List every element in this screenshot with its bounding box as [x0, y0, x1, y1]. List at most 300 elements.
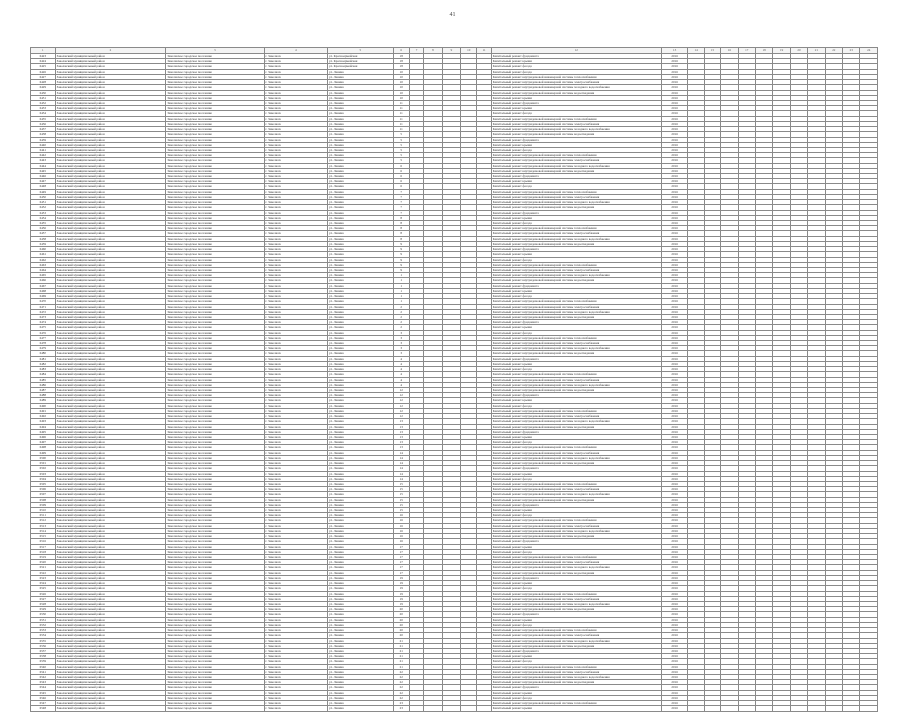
table-cell: Капитальный ремонт крыши: [491, 690, 661, 695]
table-cell: Заволжский муниципальный район: [55, 257, 166, 262]
table-cell: ул. Ленина: [327, 184, 393, 189]
table-cell: 2016: [661, 664, 688, 669]
table-cell: 2016: [661, 476, 688, 481]
table-cell: 2016: [661, 85, 688, 90]
table-cell: 2016: [661, 440, 688, 445]
table-cell: г. Заволжск: [264, 393, 327, 398]
table-cell: Заволжское городское поселение: [166, 168, 264, 173]
table-cell: ул. Ленина: [327, 638, 393, 643]
table-cell: Заволжское городское поселение: [166, 403, 264, 408]
table-cell: ул. Ленина: [327, 330, 393, 335]
table-cell: 20: [393, 607, 409, 612]
table-cell: г. Заволжск: [264, 184, 327, 189]
table-cell: Заволжский муниципальный район: [55, 85, 166, 90]
table-cell: [721, 706, 738, 711]
table-cell: Заволжское городское поселение: [166, 492, 264, 497]
column-header: 7: [409, 48, 423, 54]
table-cell: Капитальный ремонт внутридомовой инженерной системы теплоснабжения: [491, 116, 661, 121]
table-cell: 16: [393, 534, 409, 539]
table-cell: 2016: [661, 419, 688, 424]
table-cell: [755, 706, 772, 711]
table-cell: ул. Ленина: [327, 476, 393, 481]
table-cell: ул. Ленина: [327, 278, 393, 283]
table-cell: Капитальный ремонт фундамента: [491, 54, 661, 59]
table-cell: Заволжское городское поселение: [166, 288, 264, 293]
table-cell: ул. Ленина: [327, 549, 393, 554]
table-cell: 6513: [31, 523, 56, 528]
table-cell: Капитальный ремонт внутридомовой инженерной системы холодного водоснабжения: [491, 638, 661, 643]
table-cell: 2016: [661, 241, 688, 246]
table-cell: [442, 706, 460, 711]
table-cell: 6519: [31, 555, 56, 560]
table-cell: 6474: [31, 320, 56, 325]
table-cell: 11: [393, 106, 409, 111]
table-cell: Заволжский муниципальный район: [55, 528, 166, 533]
table-cell: 2016: [661, 95, 688, 100]
table-cell: ул. Ленина: [327, 121, 393, 126]
table-cell: 6464: [31, 267, 56, 272]
table-cell: г. Заволжск: [264, 518, 327, 523]
table-cell: 14: [393, 461, 409, 466]
table-cell: Заволжское городское поселение: [166, 221, 264, 226]
table-cell: Заволжский муниципальный район: [55, 106, 166, 111]
table-cell: Заволжский муниципальный район: [55, 288, 166, 293]
table-cell: г. Заволжск: [264, 127, 327, 132]
table-cell: ул. Ленина: [327, 341, 393, 346]
table-cell: 6445: [31, 168, 56, 173]
table-cell: Капитальный ремонт фундамента: [491, 539, 661, 544]
table-cell: ул. Ленина: [327, 106, 393, 111]
table-cell: 9: [393, 262, 409, 267]
table-cell: 23: [393, 706, 409, 711]
table-cell: г. Заволжск: [264, 440, 327, 445]
table-cell: 2016: [661, 231, 688, 236]
table-cell: Заволжский муниципальный район: [55, 581, 166, 586]
column-header: 18: [755, 48, 772, 54]
table-cell: 10: [393, 80, 409, 85]
table-cell: Заволжское городское поселение: [166, 648, 264, 653]
table-cell: г. Заволжск: [264, 403, 327, 408]
table-cell: г. Заволжск: [264, 90, 327, 95]
table-cell: Капитальный ремонт внутридомовой инженерной системы электроснабжения: [491, 377, 661, 382]
table-cell: Заволжский муниципальный район: [55, 419, 166, 424]
table-cell: Заволжское городское поселение: [166, 565, 264, 570]
table-cell: Заволжский муниципальный район: [55, 262, 166, 267]
table-cell: Заволжское городское поселение: [166, 487, 264, 492]
table-cell: [773, 706, 790, 711]
table-cell: 8: [393, 221, 409, 226]
table-cell: Заволжский муниципальный район: [55, 200, 166, 205]
table-cell: 6478: [31, 341, 56, 346]
table-cell: Капитальный ремонт внутридомовой инженерной системы водоотведения: [491, 351, 661, 356]
table-cell: 2016: [661, 341, 688, 346]
table-cell: ул. Ленина: [327, 158, 393, 163]
table-cell: 8: [393, 215, 409, 220]
table-cell: ул. Ленина: [327, 205, 393, 210]
table-cell: 6485: [31, 377, 56, 382]
table-cell: 2016: [661, 534, 688, 539]
table-cell: ул. Ленина: [327, 95, 393, 100]
table-cell: Капитальный ремонт внутридомовой инженерной системы теплоснабжения: [491, 153, 661, 158]
table-cell: ул. Ленина: [327, 288, 393, 293]
table-cell: г. Заволжск: [264, 69, 327, 74]
table-cell: Капитальный ремонт внутридомовой инженерной системы электроснабжения: [491, 80, 661, 85]
table-cell: Капитальный ремонт внутридомовой инженерной системы теплоснабжения: [491, 226, 661, 231]
table-cell: ул. Ленина: [327, 236, 393, 241]
table-cell: 3: [393, 341, 409, 346]
table-cell: г. Заволжск: [264, 466, 327, 471]
table-cell: 6448: [31, 184, 56, 189]
table-cell: Заволжский муниципальный район: [55, 701, 166, 706]
table-cell: 6491: [31, 408, 56, 413]
table-cell: Заволжский муниципальный район: [55, 320, 166, 325]
table-cell: 15: [393, 487, 409, 492]
table-cell: 17: [393, 544, 409, 549]
table-cell: Капитальный ремонт внутридомовой инженерной системы холодного водоснабжения: [491, 346, 661, 351]
table-cell: Капитальный ремонт фундамента: [491, 502, 661, 507]
table-cell: 6459: [31, 241, 56, 246]
table-cell: Капитальный ремонт внутридомовой инженерной системы холодного водоснабжения: [491, 528, 661, 533]
table-cell: ул. Ленина: [327, 142, 393, 147]
table-cell: [409, 706, 423, 711]
table-cell: 2016: [661, 179, 688, 184]
table-cell: 6477: [31, 335, 56, 340]
table-cell: г. Заволжск: [264, 288, 327, 293]
table-cell: Капитальный ремонт фасада: [491, 69, 661, 74]
table-cell: г. Заволжск: [264, 320, 327, 325]
table-cell: 2016: [661, 654, 688, 659]
table-cell: Заволжское городское поселение: [166, 534, 264, 539]
table-cell: г. Заволжск: [264, 194, 327, 199]
table-cell: Заволжское городское поселение: [166, 116, 264, 121]
table-cell: ул. Ленина: [327, 565, 393, 570]
table-cell: Заволжское городское поселение: [166, 153, 264, 158]
table-cell: ул. Ленина: [327, 633, 393, 638]
table-cell: Заволжский муниципальный район: [55, 184, 166, 189]
table-cell: ул. Красноармейская: [327, 59, 393, 64]
table-cell: 7: [393, 189, 409, 194]
table-cell: ул. Ленина: [327, 680, 393, 685]
table-cell: Капитальный ремонт фасада: [491, 586, 661, 591]
table-cell: ул. Ленина: [327, 215, 393, 220]
table-cell: Заволжский муниципальный район: [55, 121, 166, 126]
table-cell: 21: [393, 654, 409, 659]
table-cell: Заволжское городское поселение: [166, 471, 264, 476]
table-cell: 11: [393, 116, 409, 121]
table-cell: 2016: [661, 361, 688, 366]
table-cell: 6540: [31, 664, 56, 669]
table-cell: Заволжское городское поселение: [166, 80, 264, 85]
table-cell: 15: [393, 481, 409, 486]
table-cell: г. Заволжск: [264, 487, 327, 492]
table-cell: Капитальный ремонт крыши: [491, 361, 661, 366]
table-cell: 6529: [31, 607, 56, 612]
table-cell: Заволжский муниципальный район: [55, 231, 166, 236]
table-cell: ул. Ленина: [327, 643, 393, 648]
table-cell: 2016: [661, 675, 688, 680]
table-cell: г. Заволжск: [264, 528, 327, 533]
table-cell: ул. Ленина: [327, 85, 393, 90]
table-cell: 15: [393, 497, 409, 502]
table-cell: ул. Ленина: [327, 111, 393, 116]
table-cell: ул. Ленина: [327, 607, 393, 612]
table-cell: г. Заволжск: [264, 64, 327, 69]
table-cell: г. Заволжск: [264, 174, 327, 179]
table-cell: 2016: [661, 560, 688, 565]
table-cell: 6461: [31, 252, 56, 257]
table-cell: Заволжское городское поселение: [166, 231, 264, 236]
table-cell: [843, 706, 860, 711]
table-cell: 12: [393, 408, 409, 413]
table-cell: Заволжский муниципальный район: [55, 372, 166, 377]
table-cell: 2016: [661, 508, 688, 513]
table-cell: 20: [393, 628, 409, 633]
table-cell: 2016: [661, 502, 688, 507]
table-cell: Заволжский муниципальный район: [55, 414, 166, 419]
table-cell: Капитальный ремонт внутридомовой инженерной системы электроснабжения: [491, 158, 661, 163]
table-cell: г. Заволжск: [264, 106, 327, 111]
column-header: 20: [790, 48, 807, 54]
table-cell: Капитальный ремонт внутридомовой инженерной системы водоотведения: [491, 314, 661, 319]
table-cell: 21: [393, 664, 409, 669]
table-cell: 6443: [31, 158, 56, 163]
table-cell: Заволжский муниципальный район: [55, 555, 166, 560]
table-cell: Заволжский муниципальный район: [55, 64, 166, 69]
table-cell: ул. Ленина: [327, 74, 393, 79]
table-cell: Заволжский муниципальный район: [55, 299, 166, 304]
table-row: [31, 706, 878, 711]
table-cell: 2016: [661, 205, 688, 210]
table-cell: Заволжский муниципальный район: [55, 476, 166, 481]
table-cell: Заволжское городское поселение: [166, 320, 264, 325]
table-cell: 14: [393, 450, 409, 455]
table-cell: ул. Ленина: [327, 628, 393, 633]
table-cell: г. Заволжск: [264, 581, 327, 586]
table-cell: Заволжское городское поселение: [166, 189, 264, 194]
table-cell: 6530: [31, 612, 56, 617]
column-header: 1: [31, 48, 56, 54]
table-cell: 6433: [31, 106, 56, 111]
table-cell: г. Заволжск: [264, 680, 327, 685]
table-cell: 2016: [661, 445, 688, 450]
table-cell: 2016: [661, 309, 688, 314]
table-cell: 6432: [31, 100, 56, 105]
table-cell: 2016: [661, 388, 688, 393]
table-cell: ул. Ленина: [327, 429, 393, 434]
table-cell: Заволжское городское поселение: [166, 346, 264, 351]
table-cell: Капитальный ремонт внутридомовой инженерной системы водоотведения: [491, 205, 661, 210]
table-cell: г. Заволжск: [264, 596, 327, 601]
table-cell: ул. Ленина: [327, 69, 393, 74]
table-cell: 2016: [661, 210, 688, 215]
table-cell: 6541: [31, 669, 56, 674]
works-table-container: [30, 47, 878, 712]
table-cell: 7: [393, 205, 409, 210]
table-cell: Заволжский муниципальный район: [55, 669, 166, 674]
table-cell: Заволжский муниципальный район: [55, 356, 166, 361]
table-cell: Заволжское городское поселение: [166, 367, 264, 372]
table-cell: Капитальный ремонт крыши: [491, 508, 661, 513]
table-cell: Заволжский муниципальный район: [55, 247, 166, 252]
table-cell: Заволжский муниципальный район: [55, 241, 166, 246]
table-cell: Капитальный ремонт фасада: [491, 147, 661, 152]
table-cell: 6431: [31, 95, 56, 100]
table-cell: Заволжский муниципальный район: [55, 294, 166, 299]
table-cell: Капитальный ремонт внутридомовой инженерной системы водоотведения: [491, 132, 661, 137]
table-cell: ул. Ленина: [327, 701, 393, 706]
table-cell: г. Заволжск: [264, 314, 327, 319]
table-cell: ул. Ленина: [327, 137, 393, 142]
table-cell: 7: [393, 200, 409, 205]
table-cell: 22: [393, 685, 409, 690]
table-cell: ул. Ленина: [327, 528, 393, 533]
table-cell: 15: [393, 502, 409, 507]
table-cell: ул. Ленина: [327, 648, 393, 653]
table-cell: ул. Ленина: [327, 356, 393, 361]
table-cell: 19: [393, 591, 409, 596]
table-cell: Заволжский муниципальный район: [55, 508, 166, 513]
table-cell: Заволжское городское поселение: [166, 622, 264, 627]
table-cell: Капитальный ремонт фасада: [491, 695, 661, 700]
table-cell: 4: [393, 356, 409, 361]
table-cell: 2016: [661, 330, 688, 335]
column-header: 9: [442, 48, 460, 54]
table-cell: Заволжский муниципальный район: [55, 628, 166, 633]
table-cell: 2016: [661, 325, 688, 330]
table-cell: Заволжское городское поселение: [166, 414, 264, 419]
table-cell: 17: [393, 565, 409, 570]
table-cell: 2016: [661, 607, 688, 612]
table-cell: 14: [393, 466, 409, 471]
table-cell: Заволжский муниципальный район: [55, 221, 166, 226]
table-cell: Заволжский муниципальный район: [55, 513, 166, 518]
table-cell: Капитальный ремонт внутридомовой инженерной системы теплоснабжения: [491, 189, 661, 194]
table-cell: Капитальный ремонт крыши: [491, 106, 661, 111]
table-cell: Заволжское городское поселение: [166, 508, 264, 513]
table-cell: 6492: [31, 414, 56, 419]
table-cell: 9: [393, 267, 409, 272]
table-cell: Заволжское городское поселение: [166, 440, 264, 445]
table-cell: Заволжское городское поселение: [166, 628, 264, 633]
table-cell: Заволжское городское поселение: [166, 262, 264, 267]
column-header: 4: [264, 48, 327, 54]
table-cell: Капитальный ремонт фундамента: [491, 174, 661, 179]
table-cell: Заволжский муниципальный район: [55, 560, 166, 565]
table-cell: Заволжское городское поселение: [166, 539, 264, 544]
table-cell: г. Заволжск: [264, 382, 327, 387]
table-cell: Заволжский муниципальный район: [55, 596, 166, 601]
table-cell: Заволжское городское поселение: [166, 424, 264, 429]
table-cell: ул. Ленина: [327, 471, 393, 476]
table-cell: 6521: [31, 565, 56, 570]
table-cell: 2016: [661, 184, 688, 189]
table-cell: г. Заволжск: [264, 335, 327, 340]
table-cell: 2016: [661, 601, 688, 606]
table-cell: Капитальный ремонт фасада: [491, 622, 661, 627]
table-cell: Капитальный ремонт фасада: [491, 440, 661, 445]
table-cell: Капитальный ремонт фасада: [491, 111, 661, 116]
column-header: 3: [166, 48, 264, 54]
table-cell: ул. Ленина: [327, 80, 393, 85]
table-cell: 6449: [31, 189, 56, 194]
table-cell: 6467: [31, 283, 56, 288]
table-cell: Капитальный ремонт крыши: [491, 142, 661, 147]
table-cell: ул. Ленина: [327, 586, 393, 591]
table-cell: Заволжское городское поселение: [166, 278, 264, 283]
table-cell: ул. Ленина: [327, 570, 393, 575]
table-cell: Капитальный ремонт фасада: [491, 221, 661, 226]
table-cell: Заволжское городское поселение: [166, 419, 264, 424]
table-cell: Заволжское городское поселение: [166, 309, 264, 314]
table-cell: г. Заволжск: [264, 633, 327, 638]
table-cell: 5: [393, 137, 409, 142]
table-cell: ул. Ленина: [327, 127, 393, 132]
table-cell: Капитальный ремонт фасада: [491, 257, 661, 262]
table-cell: г. Заволжск: [264, 565, 327, 570]
table-cell: 2016: [661, 408, 688, 413]
table-cell: 2016: [661, 628, 688, 633]
table-cell: 2016: [661, 111, 688, 116]
table-cell: ул. Ленина: [327, 100, 393, 105]
table-cell: Заволжский муниципальный район: [55, 534, 166, 539]
table-cell: Заволжский муниципальный район: [55, 278, 166, 283]
table-cell: Заволжский муниципальный район: [55, 497, 166, 502]
table-cell: г. Заволжск: [264, 74, 327, 79]
table-cell: Заволжское городское поселение: [166, 205, 264, 210]
table-cell: Капитальный ремонт фундамента: [491, 466, 661, 471]
table-cell: Заволжское городское поселение: [166, 601, 264, 606]
table-cell: 6427: [31, 74, 56, 79]
table-cell: ул. Ленина: [327, 221, 393, 226]
table-cell: г. Заволжск: [264, 388, 327, 393]
table-cell: Заволжский муниципальный район: [55, 393, 166, 398]
table-cell: г. Заволжск: [264, 398, 327, 403]
table-cell: ул. Ленина: [327, 434, 393, 439]
table-cell: 2016: [661, 320, 688, 325]
table-cell: ул. Ленина: [327, 523, 393, 528]
table-cell: 10: [393, 74, 409, 79]
table-cell: 20: [393, 622, 409, 627]
table-cell: г. Заволжск: [264, 341, 327, 346]
table-cell: Капитальный ремонт внутридомовой инженерной системы водоотведения: [491, 278, 661, 283]
table-cell: 2016: [661, 174, 688, 179]
table-cell: ул. Ленина: [327, 690, 393, 695]
table-cell: 23: [393, 701, 409, 706]
table-cell: Капитальный ремонт крыши: [491, 581, 661, 586]
table-cell: Заволжский муниципальный район: [55, 314, 166, 319]
table-cell: ул. Ленина: [327, 325, 393, 330]
table-cell: 6471: [31, 304, 56, 309]
table-cell: 19: [393, 586, 409, 591]
table-cell: 2016: [661, 523, 688, 528]
table-cell: 6509: [31, 502, 56, 507]
table-cell: г. Заволжск: [264, 549, 327, 554]
table-cell: Капитальный ремонт внутридомовой инженерной системы холодного водоснабжения: [491, 273, 661, 278]
table-cell: г. Заволжск: [264, 513, 327, 518]
table-cell: г. Заволжск: [264, 267, 327, 272]
table-cell: 2016: [661, 257, 688, 262]
table-cell: г. Заволжск: [264, 471, 327, 476]
table-cell: 6440: [31, 142, 56, 147]
table-cell: Заволжское городское поселение: [166, 497, 264, 502]
table-cell: ул. Ленина: [327, 247, 393, 252]
table-cell: Капитальный ремонт внутридомовой инженерной системы холодного водоснабжения: [491, 419, 661, 424]
table-cell: 6501: [31, 461, 56, 466]
table-cell: г. Заволжск: [264, 695, 327, 700]
table-cell: 2016: [661, 90, 688, 95]
table-cell: Заволжское городское поселение: [166, 174, 264, 179]
table-cell: 2016: [661, 147, 688, 152]
